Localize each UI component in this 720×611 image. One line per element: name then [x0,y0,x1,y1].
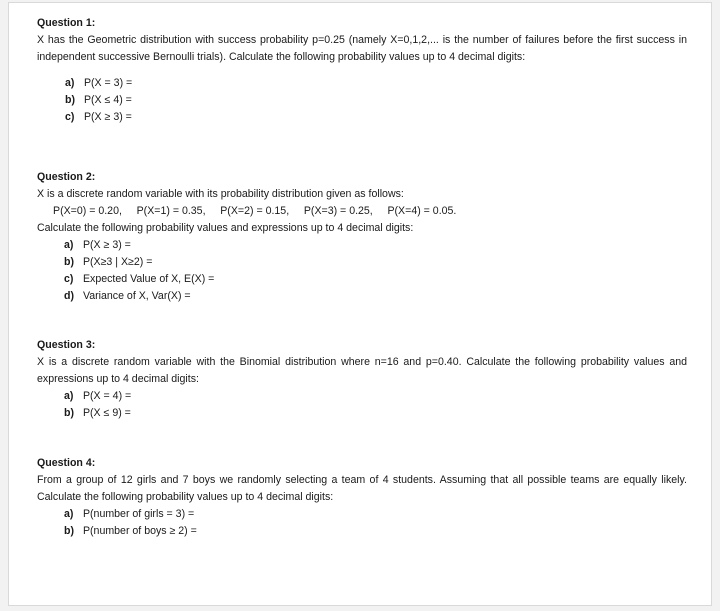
question-2-instruction: Calculate the following probability values and expressions up to 4 decimal digits: [37,222,414,234]
item-label: c) [65,111,75,123]
item-label: b) [64,256,74,268]
item-label: b) [65,94,75,106]
question-4-title: Question 4: [37,457,96,469]
item-text: P(X = 3) = [83,77,133,89]
question-3-items [37,388,687,422]
item-text: Variance of X, Var(X) = [82,290,191,302]
question-2-item-d [64,288,687,305]
item-text: P(X ≤ 9) = [82,407,131,419]
item-text: P(number of girls = 3) = [82,508,195,520]
item-label: b) [64,525,74,537]
question-2-distribution: P(X=0) = 0.20, P(X=1) = 0.35, P(X=2) = 0.15, P(X=3) = 0.25, P(X=4) = 0.05. [53,205,457,217]
question-1-item-a [65,75,687,92]
item-text: P(X = 4) = [82,390,132,402]
item-text: P(number of boys ≥ 2) = [82,525,197,537]
question-1-item-c [65,109,687,126]
item-text: P(X ≤ 4) = [83,94,132,106]
question-4-item-b [64,523,687,540]
item-text: P(X≥3 | X≥2) = [82,256,153,268]
question-1 [37,15,687,126]
question-2 [37,169,687,305]
question-2-item-b [64,254,687,271]
question-2-item-a [64,237,687,254]
item-label: c) [64,273,74,285]
question-1-text: X has the Geometric distribution with success probability p=0.25 (namely X=0,1,2,... is the number of failures before the first success in independent successive Bernoulli trials). Calculate the following probability values up to 4 decimal digits: [37,34,687,63]
item-label: d) [64,290,74,302]
item-label: a) [64,390,74,402]
question-4-items [37,506,687,540]
question-3-text: X is a discrete random variable with the Binomial distribution where n=16 and p=0.40. Calculate the following probability values and expressions up to 4 decimal digits: [37,356,687,385]
item-label: a) [65,77,75,89]
question-4-item-a [64,506,687,523]
question-3-item-a [64,388,687,405]
question-2-text: X is a discrete random variable with its probability distribution given as follows: [37,188,404,200]
question-1-items [37,75,687,126]
question-4-text: From a group of 12 girls and 7 boys we randomly selecting a team of 4 students. Assuming that all possible teams are equally likely. Calculate the following probability values up to 4 decimal digits: [37,474,687,503]
question-3-item-b [64,405,687,422]
question-1-title: Question 1: [37,17,96,29]
question-3-title: Question 3: [37,339,96,351]
document-page [8,2,712,606]
item-text: P(X ≥ 3) = [83,111,132,123]
question-4 [37,455,687,540]
item-text: P(X ≥ 3) = [82,239,131,251]
item-label: b) [64,407,74,419]
question-3 [37,337,687,422]
item-label: a) [64,239,74,251]
question-2-title: Question 2: [37,171,96,183]
question-1-item-b [65,92,687,109]
question-2-items [37,237,687,305]
item-text: Expected Value of X, E(X) = [82,273,215,285]
question-2-item-c [64,271,687,288]
item-label: a) [64,508,74,520]
